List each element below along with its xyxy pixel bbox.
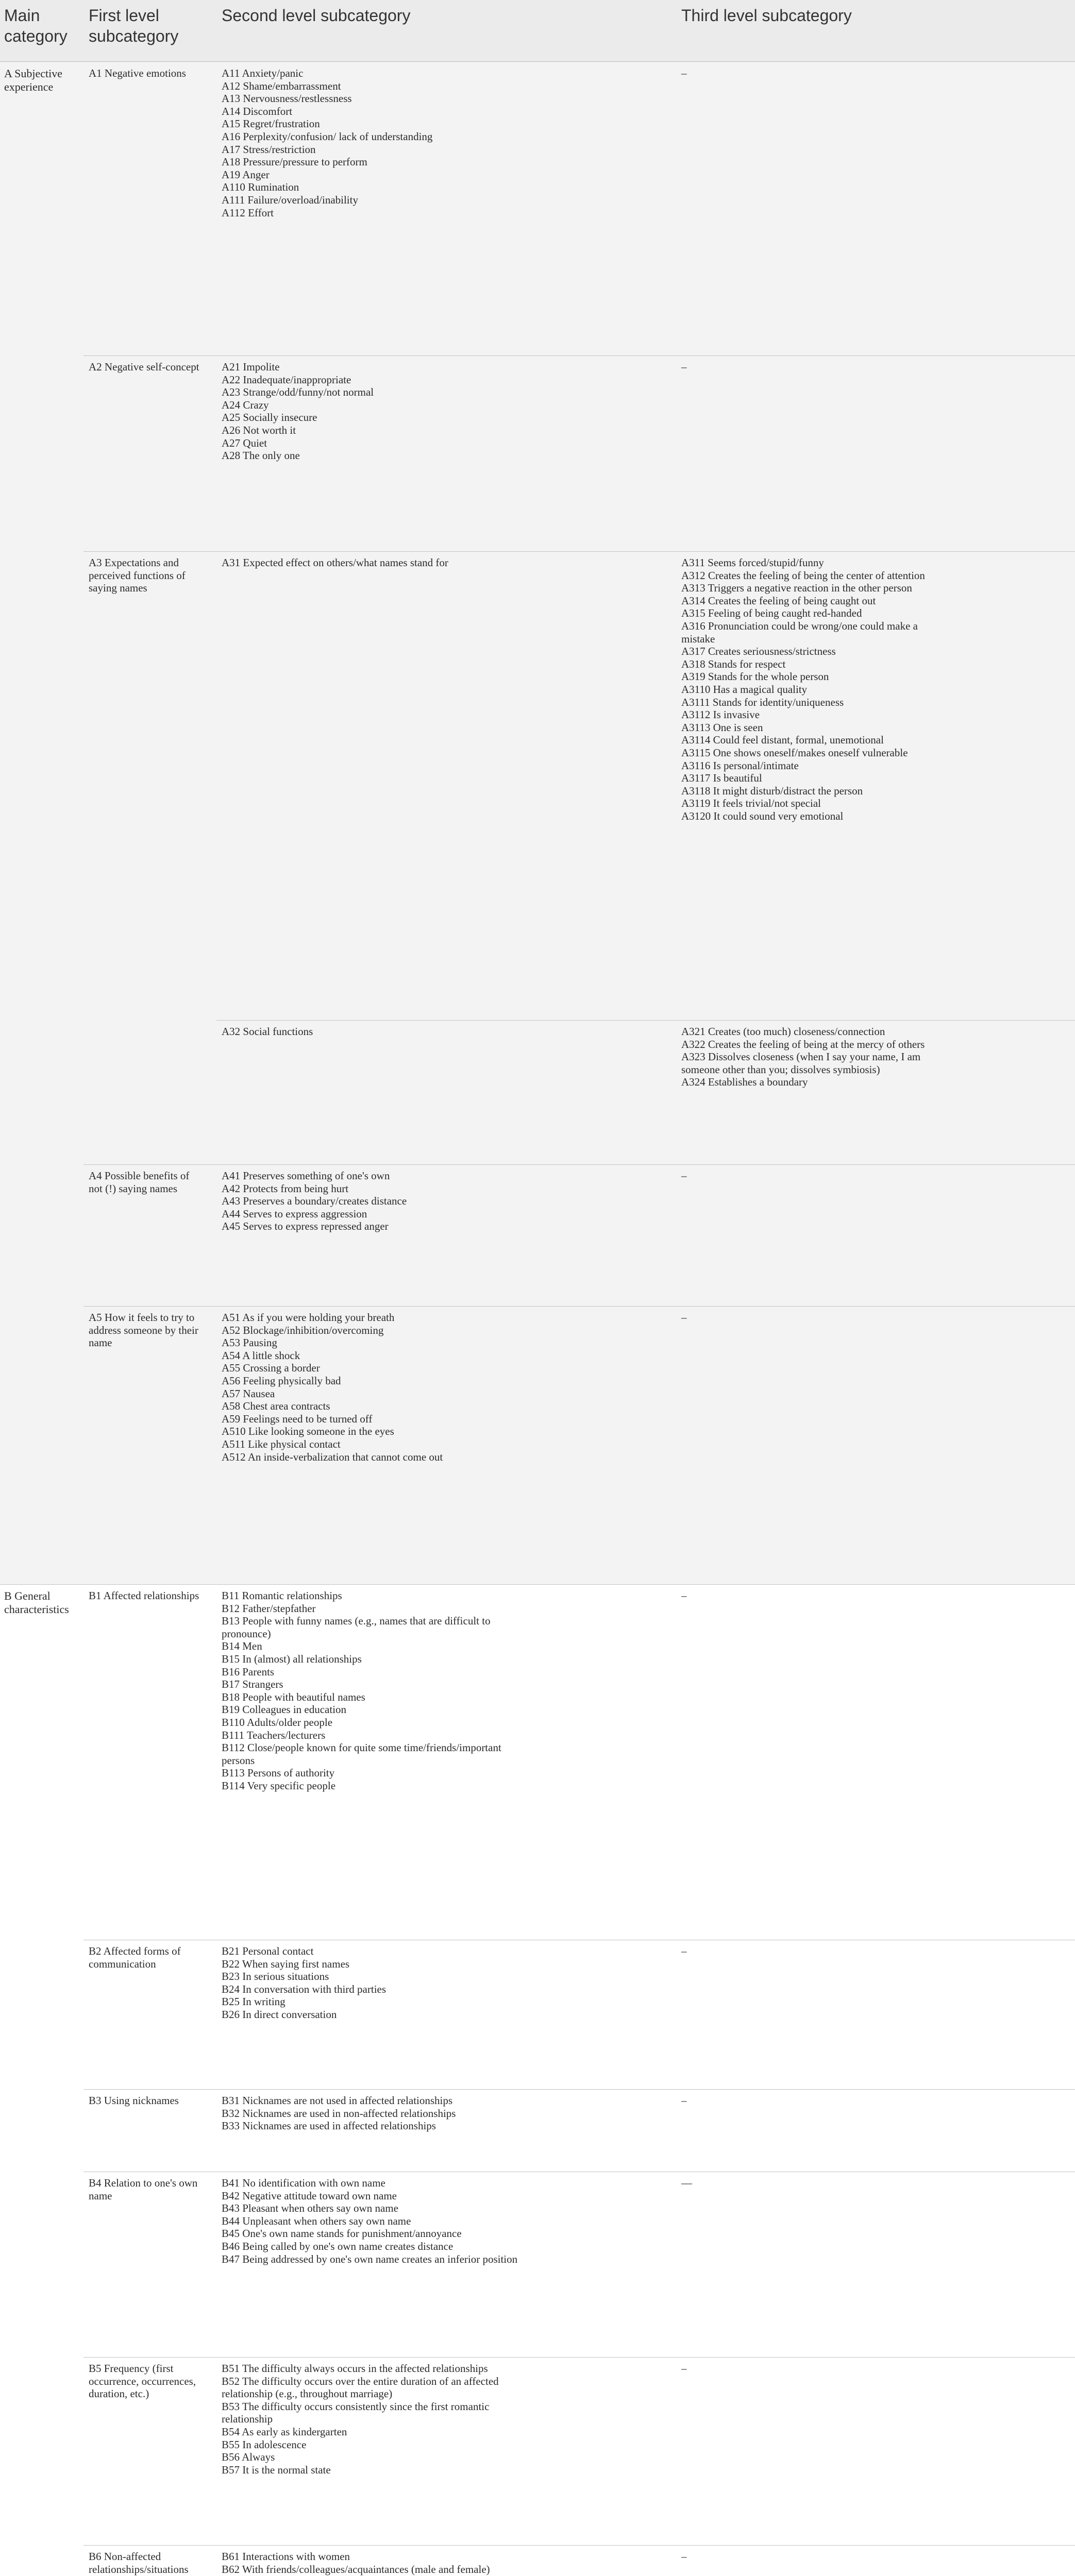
cell-third: – bbox=[681, 1170, 687, 1182]
cell-third: – bbox=[681, 1311, 687, 1324]
cell-third: A311 Seems forced/stupid/funny A312 Creates the feeling of being the center of attention A313 Triggers a negative reaction in the other person A314 Creates the feeling of being caught out A315 Feeling of being caught red-handed A316 Pronunciation could be wrong/one could make a mistake A317 Creates seriousness/strictness A318 Stands for respect A319 Stands for the whole person A3110 Has a magical quality A3111 Stands for identity/uniqueness A3112 Is invasive A3113 One is seen A3114 Could feel distant, formal, unemotional A3115 One shows oneself/makes oneself vulnerable A3116 Is personal/intimate A3117 Is beautiful A3118 It might disturb/distract the person A3119 It feels trivial/not special A3120 It could sound very emotional bbox=[681, 556, 925, 822]
cell-second: B61 Interactions with women B62 With friends/colleagues/acquaintances (male and female) bbox=[222, 2550, 490, 2575]
cell-first: B4 Relation to one's own name bbox=[89, 2177, 198, 2202]
cell-third: – bbox=[681, 1589, 687, 1602]
cell-second: B31 Nicknames are not used in affected relationships B32 Nicknames are used in non-affected relationships B33 Nicknames are used in affected relationships bbox=[222, 2094, 456, 2132]
cell-second: A11 Anxiety/panic A12 Shame/embarrassment A13 Nervousness/restlessness A14 Discomfort A15 Regret/frustration A16 Perplexity/confusion/ lack of understanding A17 Stress/restriction A18 Pressure/pressure to perform A19 Anger A110 Rumination A111 Failure/overload/inability A112 Effort bbox=[222, 67, 433, 219]
cell-third: – bbox=[681, 2362, 687, 2375]
section-divider bbox=[0, 1584, 1075, 1585]
header-main-category: Main category bbox=[4, 6, 68, 45]
cell-third: A321 Creates (too much) closeness/connection A322 Creates the feeling of being at the mercy of others A323 Dissolves closeness (when I say your name, I am someone other than you; dissolves symbiosis) A324 Establishes a boundary bbox=[681, 1025, 925, 1089]
row-divider bbox=[83, 551, 1075, 552]
category-band bbox=[0, 62, 1075, 1584]
cell-first: A3 Expectations and perceived functions of saying names bbox=[89, 556, 186, 595]
cell-first: B3 Using nicknames bbox=[89, 2094, 179, 2107]
row-divider bbox=[83, 2545, 1075, 2546]
header-second-level: Second level subcategory bbox=[222, 6, 411, 25]
cell-second: A31 Expected effect on others/what names stand for bbox=[222, 556, 448, 569]
cell-first: A2 Negative self-concept bbox=[89, 361, 199, 373]
cell-second: A21 Impolite A22 Inadequate/inappropriate A23 Strange/odd/funny/not normal A24 Crazy A25 Socially insecure A26 Not worth it A27 Quiet A28 The only one bbox=[222, 361, 374, 462]
category-band bbox=[0, 1584, 1075, 2576]
cell-third: – bbox=[681, 67, 687, 79]
cell-first: B5 Frequency (first occurrence, occurrences, duration, etc.) bbox=[89, 2362, 196, 2400]
cell-second: A32 Social functions bbox=[222, 1025, 313, 1038]
cell-third: – bbox=[681, 1945, 687, 1957]
row-divider bbox=[83, 1164, 1075, 1165]
cell-first: A5 How it feels to try to address someone by their name bbox=[89, 1311, 198, 1349]
cell-second: A51 As if you were holding your breath A52 Blockage/inhibition/overcoming A53 Pausing A54 A little shock A55 Crossing a border A56 Feeling physically bad A57 Nausea A58 Chest area contracts A59 Feelings need to be turned off A510 Like looking someone in the eyes A511 Like physical contact A512 An inside-verbalization that cannot come out bbox=[222, 1311, 443, 1463]
cell-third: – bbox=[681, 2094, 687, 2107]
row-divider bbox=[216, 1020, 1075, 1021]
cell-third: – bbox=[681, 2550, 687, 2563]
cell-third: –– bbox=[681, 2177, 692, 2189]
cell-main: A Subjective experience bbox=[4, 67, 63, 93]
cell-first: B1 Affected relationships bbox=[89, 1589, 199, 1602]
cell-first: B6 Non-affected relationships/situations bbox=[89, 2550, 189, 2575]
cell-main: B General characteristics bbox=[4, 1589, 69, 1616]
cell-first: B2 Affected forms of communication bbox=[89, 1945, 181, 1970]
cell-second: B41 No identification with own name B42 Negative attitude toward own name B43 Pleasant when others say own name B44 Unpleasant when others say own name B45 One's own name stands for punishment/annoyance B46 Being called by one's own name creates distance B47 Being addressed by one's own name creates an inferior position bbox=[222, 2177, 518, 2265]
cell-second: B51 The difficulty always occurs in the affected relationships B52 The difficulty occurs over the entire duration of an affected relationship (e.g., throughout marriage) B53 The difficulty occurs consistently since the first romantic relationship B54 As early as kindergarten B55 In adolescence B56 Always B57 It is the normal state bbox=[222, 2362, 499, 2476]
row-divider bbox=[83, 355, 1075, 356]
cell-first: A4 Possible benefits of not (!) saying names bbox=[89, 1170, 190, 1195]
row-divider bbox=[83, 1306, 1075, 1307]
cell-third: – bbox=[681, 361, 687, 373]
cell-second: B21 Personal contact B22 When saying first names B23 In serious situations B24 In conversation with third parties B25 In writing B26 In direct conversation bbox=[222, 1945, 387, 2021]
row-divider bbox=[83, 2089, 1075, 2090]
cell-second: B11 Romantic relationships B12 Father/stepfather B13 People with funny names (e.g., names that are difficult to pronounce) B14 Men B15 In (almost) all relationships B16 Parents B17 Strangers B18 People with beautiful names B19 Colleagues in education B110 Adults/older people B111 Teachers/lecturers B112 Close/people known for quite some time/friends/important persons B113 Persons of authority B114 Very specific people bbox=[222, 1589, 501, 1792]
cell-second: A41 Preserves something of one's own A42 Protects from being hurt A43 Preserves a boundary/creates distance A44 Serves to express aggression A45 Serves to express repressed anger bbox=[222, 1170, 407, 1233]
cell-first: A1 Negative emotions bbox=[89, 67, 186, 79]
row-divider bbox=[83, 2357, 1075, 2358]
table-header bbox=[0, 0, 1075, 62]
header-first-level: First level subcategory bbox=[89, 6, 179, 45]
header-third-level: Third level subcategory bbox=[681, 6, 852, 25]
